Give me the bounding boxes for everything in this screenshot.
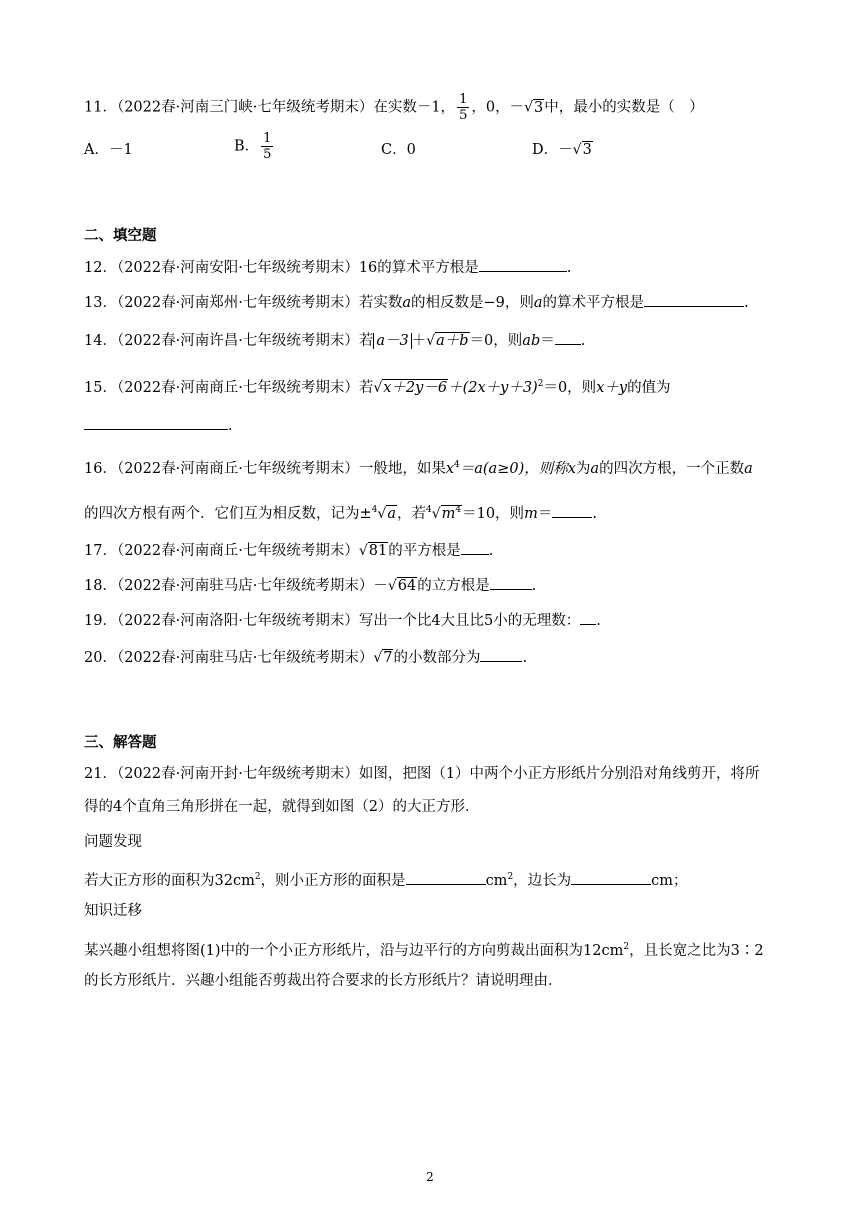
answer-blank: [480, 647, 522, 662]
answer-blank: [644, 292, 744, 307]
subheading-problem-discovery: 问题发现: [84, 834, 142, 850]
section-heading: 二、填空题: [84, 227, 157, 244]
fraction: $\frac{1}{5}$: [459, 92, 468, 123]
subheading-knowledge-transfer: 知识迁移: [84, 903, 142, 919]
answer-blank: [490, 575, 532, 590]
question-21-line-5: 的长方形纸片．兴趣小组能否剪裁出符合要求的长方形纸片？请说明理由．: [84, 973, 563, 989]
answer-blank: [580, 610, 596, 625]
sqrt-symbol: √: [524, 99, 533, 116]
question-16: 16．（2022春·河南商丘·七年级统考期末）一般地，如果$x^4=a(a\ge 0)$，则称x为a的四次方根，一个正数a: [84, 460, 753, 477]
answer-blank: [552, 503, 592, 518]
question-source: （2022春·河南三门峡·七年级统考期末）: [116, 99, 374, 116]
question-16-line-2: 的四次方根有两个．它们互为相反数，记为±$^4$√a，若$^4√m^4=10$，则m＝ .: [84, 500, 597, 524]
question-17: 17．（2022春·河南商丘·七年级统考期末）√81的平方根是 .: [84, 540, 493, 561]
answer-blank: [461, 540, 489, 555]
answer-blank: [571, 870, 651, 885]
answer-blank: [406, 870, 486, 885]
question-11-options: [84, 131, 784, 162]
section-heading: 三、解答题: [84, 734, 157, 751]
question-21-line-2: 得的4个直角三角形拼在一起，就得到如图（2）的大正方形．: [84, 799, 480, 815]
question-19: 19．（2022春·河南洛阳·七年级统考期末）写出一个比4大且比5小的无理数： .: [84, 610, 601, 631]
answer-blank: [479, 257, 567, 272]
page-number: 2: [426, 1170, 434, 1184]
question-21-line-1: 21．（2022春·河南开封·七年级统考期末）如图，把图（1）中两个小正方形纸片分别沿对角线剪开，将所: [84, 766, 760, 782]
question-13: 13．（2022春·河南郑州·七年级统考期末）若实数a的相反数是−9，则a的算术平方根是 .: [84, 292, 749, 313]
option-c: C．0: [381, 142, 416, 158]
question-11: 11．（2022春·河南三门峡·七年级统考期末）在实数－1， $\frac{1}{5}$ ，0，－√3中，最小的实数是（ ）: [84, 92, 704, 123]
answer-blank: [84, 415, 228, 430]
question-21-line-4: 某兴趣小组想将图(1)中的一个小正方形纸片，沿与边平行的方向剪裁出面积为$12cm^2$，且长宽之比为3∶2: [84, 942, 764, 959]
option-d: D．－√3: [532, 142, 592, 158]
question-14: 14．（2022春·河南许昌·七年级统考期末）若 a－3 ＋√a＋b＝0，则ab＝ .: [84, 330, 585, 351]
question-15: 15．（2022春·河南商丘·七年级统考期末）若$√x+2y-6+(2x+y+3)^2=0$，则x＋y的值为: [84, 379, 671, 396]
question-21-line-3: 若大正方形的面积为$32cm^2$，则小正方形的面积是 $cm^2$，边长为 cm；: [84, 867, 688, 891]
option-a: A．－1: [84, 142, 133, 158]
question-12: 12．（2022春·河南安阳·七年级统考期末）16的算术平方根是 .: [84, 257, 571, 278]
answer-blank: [555, 330, 581, 345]
question-15-answer-line: .: [84, 415, 233, 436]
question-number: 11: [84, 99, 103, 116]
question-18: 18．（2022春·河南驻马店·七年级统考期末）－√64的立方根是 .: [84, 575, 536, 596]
option-b: B． $\frac{1}{5}$: [234, 131, 272, 162]
question-20: 20．（2022春·河南驻马店·七年级统考期末）√7的小数部分为 .: [84, 647, 527, 668]
